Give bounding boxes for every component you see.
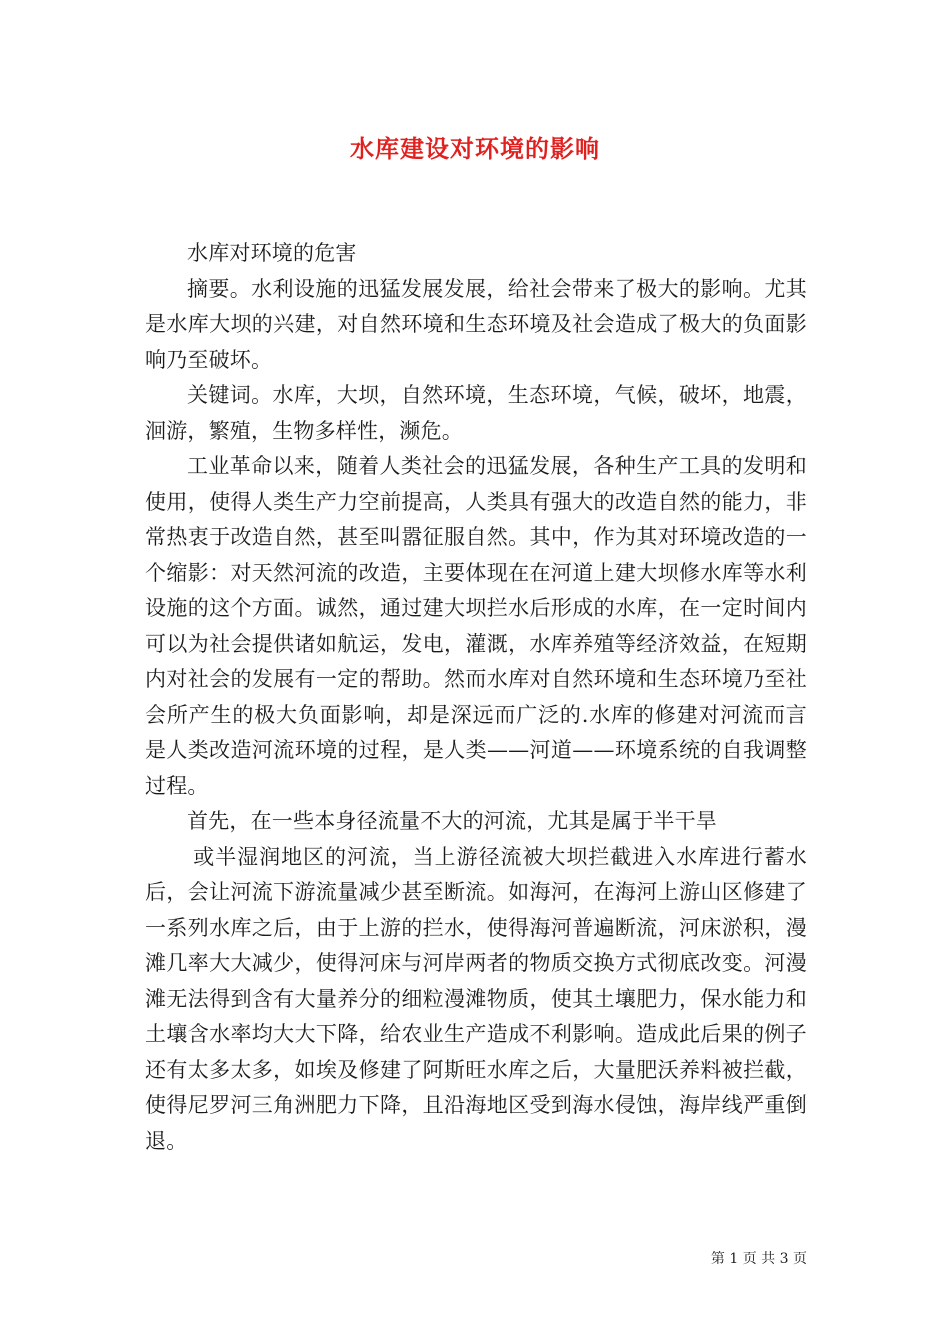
paragraph-continuation: 或半湿润地区的河流，当上游径流被大坝拦截进入水库进行蓄水后，会让河流下游流量减少甚至断流。如海河，在海河上游山区修建了一系列水库之后，由于上游的拦水，使得海河普遍断流，河床淤积，漫滩几率大大减少，使得河床与河岸两者的物质交换方式彻底改变。河漫滩无法得到含有大量养分的细粒漫滩物质，使其土壤肥力，保水能力和土壤含水率均大大下降，给农业生产造成不利影响。造成此后果的例子还有太多太多，如埃及修建了阿斯旺水库之后，大量肥沃养料被拦截，使得尼罗河三角洲肥力下降，且沿海地区受到海水侵蚀，海岸线严重倒退。 — [145, 844, 807, 1153]
document-title: 水库建设对环境的影响 — [350, 134, 600, 163]
paragraph-heading: 水库对环境的危害 — [187, 241, 357, 265]
document-body — [145, 236, 807, 1159]
paragraph-first-point: 首先，在一些本身径流量不大的河流，尤其是属于半干旱 — [187, 809, 717, 833]
paragraph-introduction: 工业革命以来，随着人类社会的迅猛发展，各种生产工具的发明和使用，使得人类生产力空前提高，人类具有强大的改造自然的能力，非常热衷于改造自然，甚至叫嚣征服自然。其中，作为其对环境改造的一个缩影：对天然河流的改造，主要体现在在河道上建大坝修水库等水利设施的这个方面。诚然，通过建大坝拦水后形成的水库，在一定时间内可以为社会提供诸如航运，发电，灌溉，水库养殖等经济效益，在短期内对社会的发展有一定的帮助。然而水库对自然环境和生态环境乃至社会所产生的极大负面影响，却是深远而广泛的.水库的修建对河流而言是人类改造河流环境的过程，是人类——河道——环境系统的自我调整过程。 — [145, 454, 807, 798]
paragraph-abstract: 摘要。水利设施的迅猛发展发展，给社会带来了极大的影响。尤其是水库大坝的兴建，对自然环境和生态环境及社会造成了极大的负面影响乃至破坏。 — [145, 276, 807, 372]
page-number: 第 1 页 共 3 页 — [710, 1251, 807, 1267]
paragraph-keywords: 关键词。水库，大坝，自然环境，生态环境，气候，破坏，地震，洄游，繁殖，生物多样性，濒危。 — [145, 383, 807, 443]
